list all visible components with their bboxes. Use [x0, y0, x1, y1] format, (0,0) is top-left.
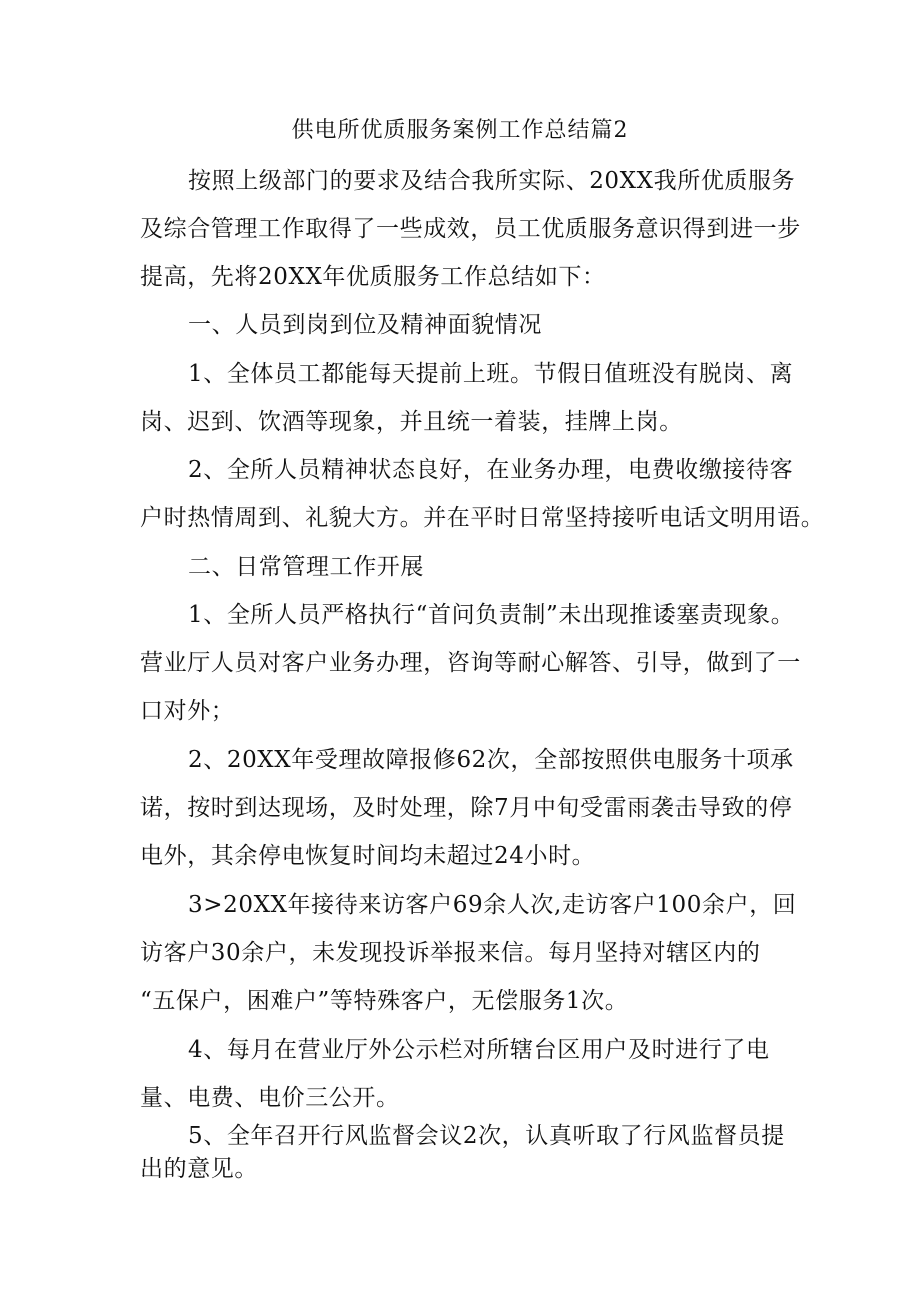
paragraph-line: 提高，先将20XX年优质服务工作总结如下：	[140, 264, 606, 290]
paragraph-line: 口对外；	[140, 698, 235, 724]
section-heading: 一、人员到岗到位及精神面貌情况	[188, 312, 542, 338]
paragraph-line: 2、20XX年受理故障报修62次，全部按照供电服务十项承	[188, 747, 794, 773]
paragraph-line: 访客户30余户，未发现投诉举报来信。每月坚持对辖区内的	[140, 940, 761, 966]
paragraph-line: 诺，按时到达现场，及时处理，除7月中旬受雷雨袭击导致的停	[140, 795, 793, 821]
paragraph-line: “五保户，困难户”等特殊客户，无偿服务1次。	[140, 988, 629, 1014]
paragraph-line: 按照上级部门的要求及结合我所实际、20XX我所优质服务	[188, 168, 796, 194]
paragraph-line: 户时热情周到、礼貌大方。并在平时日常坚持接听电话文明用语。	[140, 505, 825, 531]
paragraph-line: 5、全年召开行风监督会议2次，认真听取了行风监督员提	[188, 1123, 785, 1149]
paragraph-line: 量、电费、电价三公开。	[140, 1085, 400, 1111]
paragraph-line: 出的意见。	[140, 1156, 258, 1182]
paragraph-line: 营业厅人员对客户业务办理，咨询等耐心解答、引导，做到了一	[140, 650, 801, 676]
paragraph-line: 2、全所人员精神状态良好，在业务办理，电费收缴接待客	[188, 457, 794, 483]
paragraph-line: 4、每月在营业厅外公示栏对所辖台区用户及时进行了电	[188, 1037, 770, 1063]
paragraph-line: 1、全所人员严格执行“首问负责制”未出现推诿塞责现象。	[188, 602, 795, 628]
paragraph-line: 岗、迟到、饮酒等现象，并且统一着装，挂牌上岗。	[140, 409, 683, 435]
paragraph-line: 及综合管理工作取得了一些成效，员工优质服务意识得到进一步	[140, 216, 801, 242]
document-title: 供电所优质服务案例工作总结篇2	[291, 118, 629, 143]
section-heading: 二、日常管理工作开展	[188, 554, 424, 580]
paragraph-line: 1、全体员工都能每天提前上班。节假日值班没有脱岗、离	[188, 361, 794, 387]
paragraph-line: 3>20XX年接待来访客户69余人次,走访客户100余户，回	[188, 892, 797, 918]
paragraph-line: 电外，其余停电恢复时间均未超过24小时。	[140, 843, 596, 869]
